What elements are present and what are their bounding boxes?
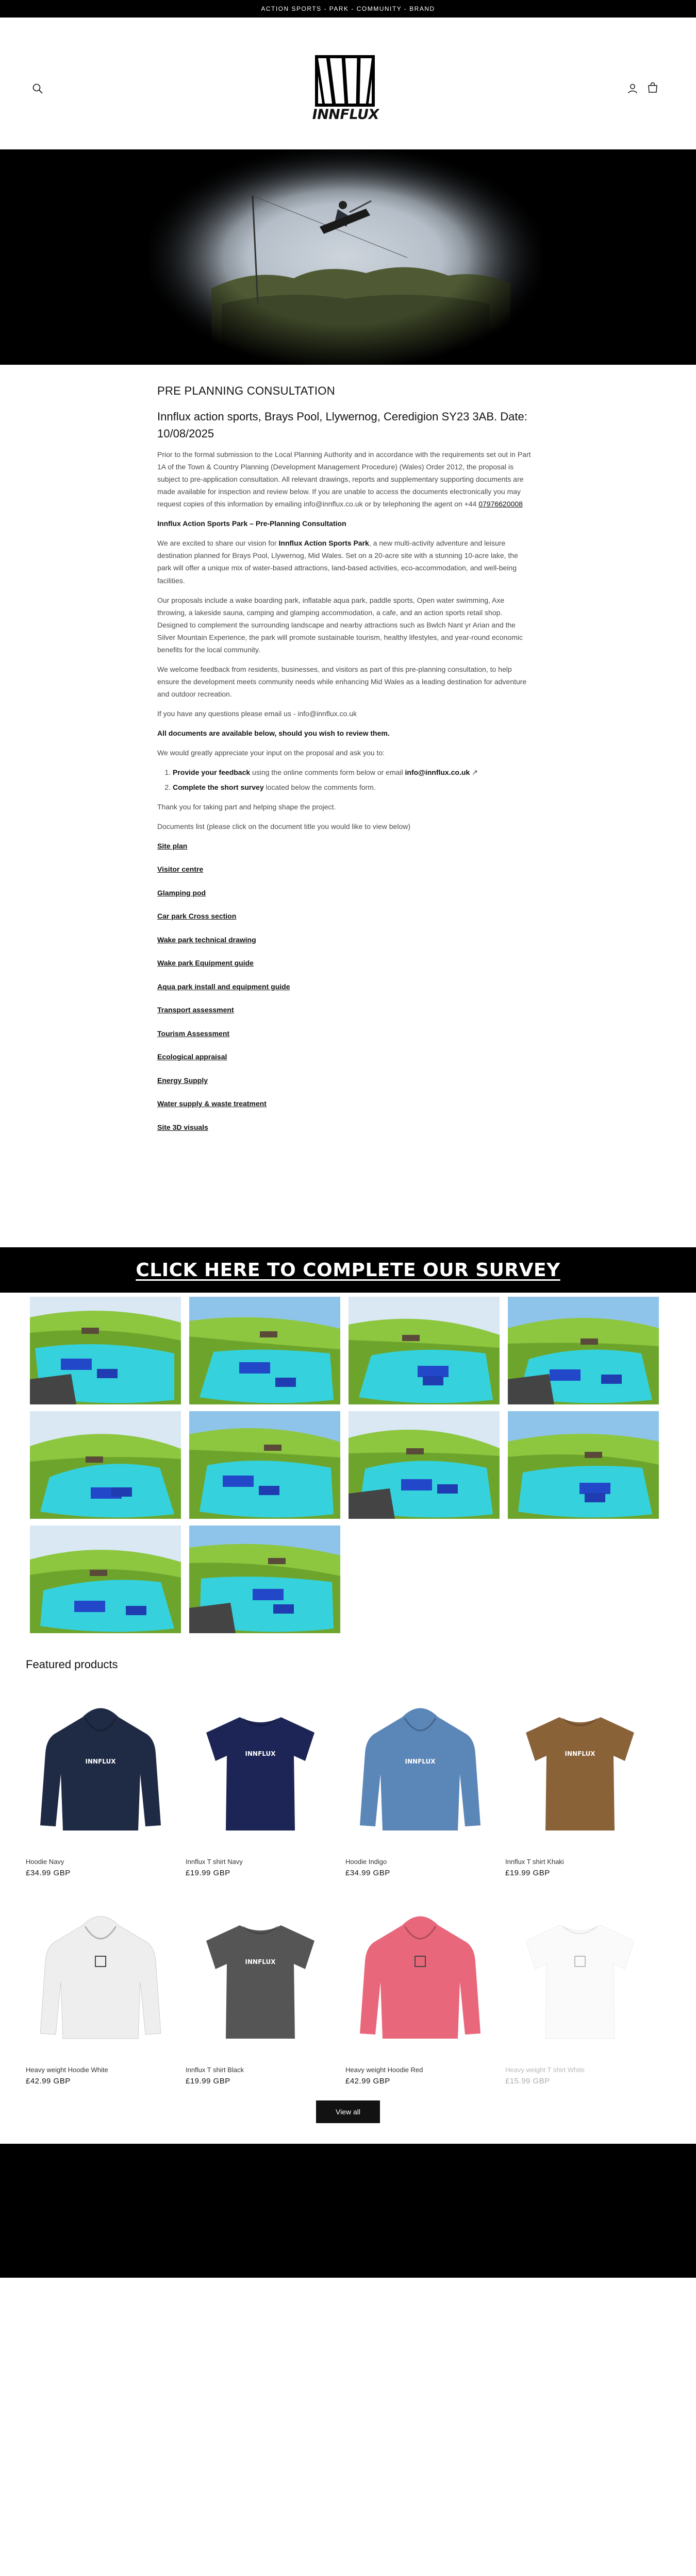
park-name: Innflux Action Sports Park xyxy=(278,539,369,548)
product-card[interactable] xyxy=(186,1697,335,1877)
vision-suffix: , a new multi-activity adventure and leisure destination planned for Brays Pool, Llywernog, Mid Wales. Set on a 20-acre site with a stunning 10-acre lake, the park will offer a unique mix of water-based attractions, land-based activities, eco-accommodation, and well-being facilities. xyxy=(157,539,518,585)
site-visual-image[interactable] xyxy=(349,1297,500,1404)
document-link[interactable]: Glamping pod xyxy=(157,888,206,897)
product-name[interactable]: Innflux T shirt Navy xyxy=(186,1858,243,1866)
product-image[interactable] xyxy=(505,1697,655,1846)
product-print-text: INNFLUX xyxy=(405,1758,436,1765)
product-card[interactable] xyxy=(186,1905,335,2086)
product-price: £42.99 GBP xyxy=(345,2077,390,2086)
product-name[interactable]: Hoodie Navy xyxy=(26,1858,64,1866)
product-image[interactable] xyxy=(345,1697,495,1846)
product-price: £19.99 GBP xyxy=(505,1869,550,1877)
documents-list xyxy=(157,840,534,1145)
input-request: We would greatly appreciate your input on the proposal and ask you to: xyxy=(157,749,385,757)
document-link[interactable]: Ecological appraisal xyxy=(157,1053,227,1061)
product-name[interactable]: Heavy weight Hoodie Red xyxy=(345,2066,423,2074)
document-link[interactable]: Car park Cross section xyxy=(157,912,237,921)
contact-paragraph: If you have any questions please email us - info@innflux.co.uk xyxy=(157,709,357,718)
document-link[interactable]: Visitor centre xyxy=(157,865,204,874)
site-visual-image[interactable] xyxy=(349,1411,500,1519)
product-price: £19.99 GBP xyxy=(186,1869,230,1877)
intro-text: Prior to the formal submission to the Local Planning Authority and in accordance with the requirements set out in Part 1A of the Town & Country Planning (Development Management Procedure) (Wales) Order 2012, the proposal is subject to pre-application consultation. All relevant drawings, reports and supplementary supporting documents are made available for inspection and review below. If you are unable to access the documents electronically you may request copies of this information by emailing info@innflux.co.uk or by telephoning the agent on +44 xyxy=(157,450,531,509)
product-print-text: INNFLUX xyxy=(85,1758,116,1765)
site-footer xyxy=(0,2144,696,2278)
site-visual-image[interactable] xyxy=(189,1297,340,1404)
email-link[interactable]: info@innflux.co.uk xyxy=(405,768,470,777)
site-visual-image[interactable] xyxy=(189,1526,340,1633)
product-image[interactable] xyxy=(26,1905,175,2054)
site-visual-image[interactable] xyxy=(189,1411,340,1519)
product-card[interactable] xyxy=(345,1697,495,1877)
document-link[interactable]: Energy Supply xyxy=(157,1076,208,1084)
product-price: £34.99 GBP xyxy=(345,1869,390,1877)
survey-label: Complete the short survey xyxy=(173,783,264,791)
product-price: £15.99 GBP xyxy=(505,2077,550,2086)
brand-logo[interactable] xyxy=(309,55,382,125)
survey-text: located below the comments form. xyxy=(263,783,376,791)
product-name[interactable]: Hoodie Indigo xyxy=(345,1858,387,1866)
document-link[interactable]: Site plan xyxy=(157,841,188,850)
site-header xyxy=(0,18,696,126)
section-heading xyxy=(157,517,534,530)
proposals-paragraph: Our proposals include a wake boarding park, inflatable aqua park, paddle sports, Open water swimming, Axe throwing, a lakeside sauna, camping and glamping accommodation, a cafe, and an action sports retail shop. Designed to complement the surrounding landscape and nearby attractions such as Bwlch Nant yr Arian and the Silver Mountain Experience, the park will promote sustainable tourism, healthy lifestyles, and year-round economic benefits for the local community. xyxy=(157,596,523,654)
product-price: £42.99 GBP xyxy=(26,2077,71,2086)
thanks-paragraph: Thank you for taking part and helping shape the project. xyxy=(157,802,336,811)
featured-products-title: Featured products xyxy=(26,1658,118,1671)
survey-link[interactable]: CLICK HERE TO COMPLETE OUR SURVEY xyxy=(136,1259,560,1281)
product-print-text: INNFLUX xyxy=(245,1958,276,1965)
product-card[interactable] xyxy=(26,1905,175,2086)
site-visual-image[interactable] xyxy=(30,1411,181,1519)
site-visual-image[interactable] xyxy=(30,1297,181,1404)
logo-wordmark: INNFLUX xyxy=(310,107,380,123)
announcement-text: ACTION SPORTS - PARK - COMMUNITY - BRAND xyxy=(261,5,435,12)
product-card[interactable] xyxy=(26,1697,175,1877)
product-card[interactable] xyxy=(345,1905,495,2086)
logo-mark-icon xyxy=(313,55,376,107)
document-link[interactable]: Wake park technical drawing xyxy=(157,935,256,944)
product-image[interactable] xyxy=(186,1697,335,1846)
view-all-button[interactable]: View all xyxy=(316,2100,380,2123)
document-link[interactable]: Wake park Equipment guide xyxy=(157,959,254,968)
page-subtitle: Innflux action sports, Brays Pool, Llywernog, Ceredigion SY23 3AB. Date: 10/08/2025 xyxy=(157,410,527,440)
feedback-paragraph: We welcome feedback from residents, businesses, and visitors as part of this pre-planning consultation, to help ensure the development meets community needs while enhancing Mid Wales as a leading destination for adventure and outdoor recreation. xyxy=(157,665,527,699)
announcement-bar xyxy=(0,0,696,18)
product-card[interactable] xyxy=(505,1697,655,1877)
search-icon[interactable] xyxy=(32,83,43,94)
product-name[interactable]: Innflux T shirt Black xyxy=(186,2066,244,2074)
feedback-text: using the online comments form below or email xyxy=(250,768,405,777)
external-link-icon: ↗ xyxy=(472,768,478,777)
product-price: £34.99 GBP xyxy=(26,1869,71,1877)
document-link[interactable]: Aqua park install and equipment guide xyxy=(157,982,290,991)
product-print-text: INNFLUX xyxy=(245,1750,276,1757)
site-visual-image[interactable] xyxy=(508,1297,659,1404)
hero-banner xyxy=(0,149,696,365)
feedback-label: Provide your feedback xyxy=(173,768,251,777)
product-print-text: INNFLUX xyxy=(565,1750,595,1757)
documents-notice-text: All documents are available below, should you wish to review them. xyxy=(157,729,390,738)
list-item xyxy=(173,781,534,793)
document-link[interactable]: Water supply & waste treatment xyxy=(157,1099,267,1108)
product-name[interactable]: Heavy weight T shirt White xyxy=(505,2066,585,2074)
product-image[interactable] xyxy=(505,1905,655,2054)
documents-intro: Documents list (please click on the document title you would like to view below) xyxy=(157,822,411,831)
vision-prefix: We are excited to share our vision for xyxy=(157,539,279,548)
list-item xyxy=(173,766,534,778)
intro-paragraph xyxy=(157,448,534,510)
product-name[interactable]: Innflux T shirt Khaki xyxy=(505,1858,564,1866)
product-image[interactable] xyxy=(26,1697,175,1846)
site-visual-image[interactable] xyxy=(30,1526,181,1633)
section-heading-text: Innflux Action Sports Park – Pre-Planning Consultation xyxy=(157,519,346,528)
hero-wakeboarder-image xyxy=(150,149,541,365)
cart-icon[interactable] xyxy=(647,82,659,94)
document-link[interactable]: Transport assessment xyxy=(157,1006,234,1014)
document-link[interactable]: Tourism Assessment xyxy=(157,1029,230,1038)
product-name[interactable]: Heavy weight Hoodie White xyxy=(26,2066,108,2074)
action-list xyxy=(173,766,534,793)
document-link[interactable]: Site 3D visuals xyxy=(157,1123,208,1131)
survey-banner[interactable] xyxy=(0,1247,696,1293)
documents-notice xyxy=(157,727,534,739)
phone-link[interactable]: 07976620008 xyxy=(478,500,523,509)
consultation-article xyxy=(157,381,534,1144)
account-icon[interactable] xyxy=(627,83,638,94)
product-card[interactable] xyxy=(505,1905,655,2086)
product-image[interactable] xyxy=(186,1905,335,2054)
product-image[interactable] xyxy=(345,1905,495,2054)
page-title: PRE PLANNING CONSULTATION xyxy=(157,384,335,397)
vision-paragraph xyxy=(157,537,534,586)
site-visual-image[interactable] xyxy=(508,1411,659,1519)
product-price: £19.99 GBP xyxy=(186,2077,230,2086)
